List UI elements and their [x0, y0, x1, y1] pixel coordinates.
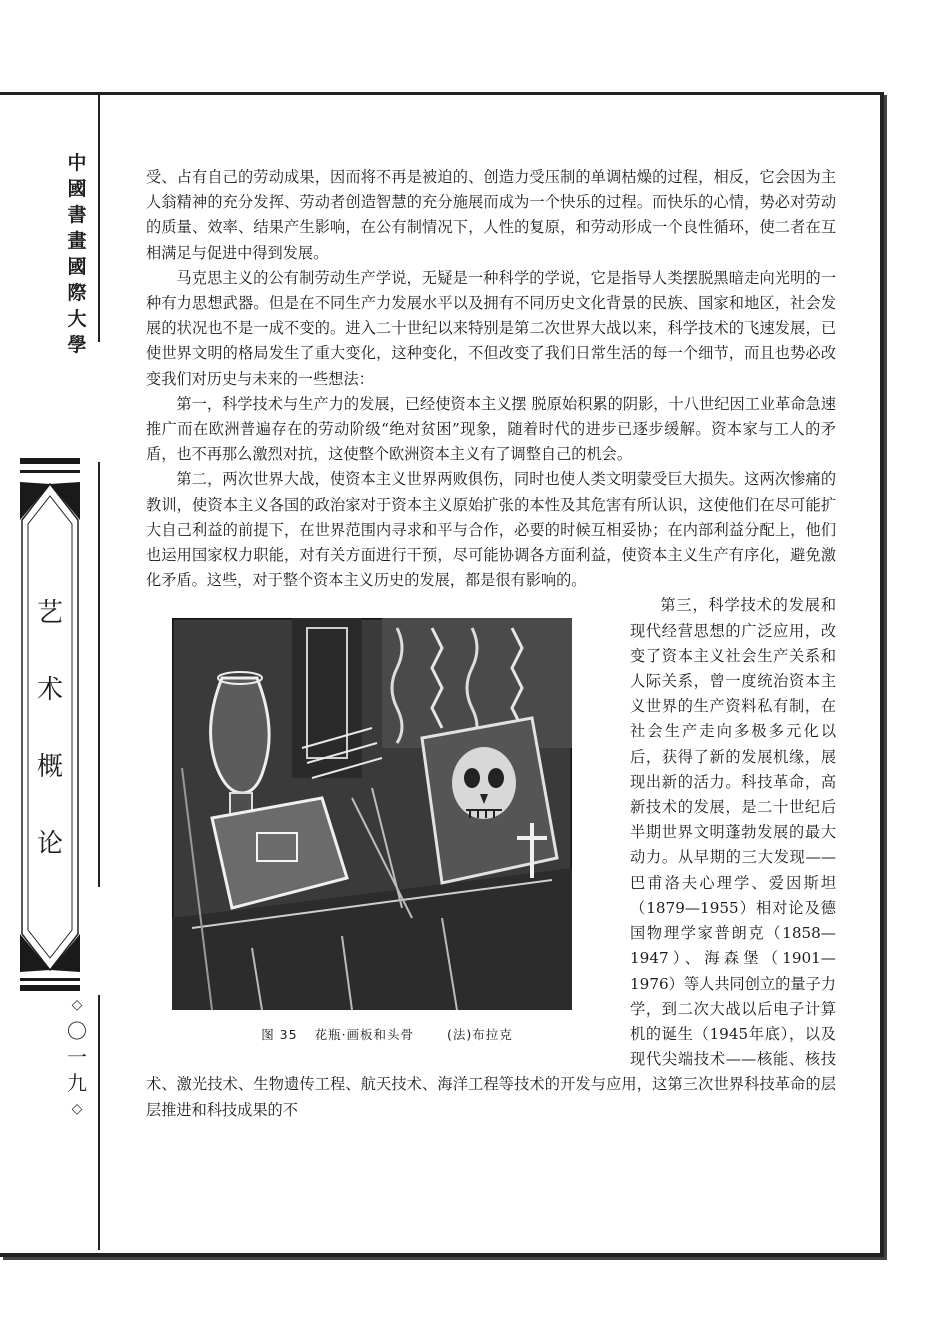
ornament-bar	[20, 978, 80, 981]
page-number-char: 九	[67, 1071, 87, 1095]
figure	[172, 618, 602, 1047]
sidebar-rule	[98, 92, 100, 1250]
sidebar-rule-gap	[96, 342, 104, 462]
ornament-bar	[20, 985, 80, 991]
ornament-bar	[20, 470, 80, 473]
univ-char: 書	[67, 204, 87, 226]
caption-artist: (法)布拉克	[447, 1027, 513, 1043]
paragraph: 第三，科学技术的发展和现代经营思想的广泛应用，改变了资本主义社会生产关系和人际关系，曾一度统治资本主义世界的生产资料私有制，在社会生产走向多极多元化以后，获得了新的发展机缘，展现出新的活力。科技革命，高新技术的发展，是二十世纪后半期世界文明蓬勃发展的最大动力。从早期的三大发现——巴甫洛夫心理学、爱因斯坦（1879—1955）相对论及德国物理学家普朗克（1858—1947）、海森堡（1901—1976）等人共同创立的量子力学，到二次大战以后电子计算机的诞生（1945年底），以及现代尖端技术——核能、核技术、激光技术、生物遗传工程、航天技术、海洋工程等技术的开发与应用，这第三次世界科技革命的层层推进和科技成果的不	[146, 596, 836, 1119]
painting-image	[172, 618, 572, 1010]
ornament-bar	[20, 458, 80, 464]
univ-char: 大	[67, 308, 87, 330]
paragraph: 受、占有自己的劳动成果，因而将不再是被迫的、创造力受压制的单调枯燥的过程，相反，它会因为主人翁精神的充分发挥、劳动者创造智慧的充分施展而成为一个快乐的过程。而快乐的心情，势必对劳动的质量、效率、结果产生影响，在公有制情况下，人性的复原，和劳动形成一个良性循环，使二者在互相满足与促进中得到发展。	[146, 168, 836, 262]
univ-char: 畫	[67, 230, 87, 252]
body-text	[146, 165, 836, 1123]
book-title-char: 艺	[36, 598, 63, 628]
paragraph: 马克思主义的公有制劳动生产学说，无疑是一种科学的学说，它是指导人类摆脱黑暗走向光明的一种有力思想武器。但是在不同生产力发展水平以及拥有不同历史文化背景的民族、国家和地区，社会发展的状况也不是一成不变的。进入二十世纪以来特别是第二次世界大战以来，科学技术的飞速发展，已使世界文明的格局发生了重大变化，这种变化，不但改变了我们日常生活的每一个细节，而且也势必改变我们对历史与未来的一些想法：	[146, 268, 836, 388]
book-title-char: 论	[36, 829, 63, 859]
caption-number: 图 35	[261, 1027, 298, 1043]
univ-char: 國	[67, 178, 87, 200]
paragraph: 第二，两次世界大战，使资本主义世界两败俱伤，同时也使人类文明蒙受巨大损失。这两次惨痛的教训，使资本主义各国的政治家对于资本主义原始扩张的本性及其危害有所认识，这使他们在尽可能扩大自己利益的前提下，在世界范围内寻求和平与合作，必要的时候互相妥协；在内部利益分配上，他们也运用国家权力职能，对有关方面进行干预，尽可能协调各方面利益，使资本主义生产有序化，避免激化矛盾。这些，对于整个资本主义历史的发展，都是很有影响的。	[146, 470, 836, 590]
caption-title: 花瓶·画板和头骨	[314, 1027, 415, 1043]
book-title-char: 概	[36, 752, 63, 782]
sidebar	[0, 92, 102, 1250]
univ-char: 學	[67, 334, 87, 356]
univ-char: 際	[67, 282, 87, 304]
university-name	[60, 150, 94, 358]
page-number	[60, 992, 94, 1122]
page-number-char: 一	[67, 1045, 87, 1069]
book-title-char: 术	[36, 675, 63, 705]
univ-char: 國	[67, 256, 87, 278]
book-title	[20, 502, 80, 950]
page-number-char: 〇	[67, 1019, 87, 1043]
univ-char: 中	[67, 152, 87, 174]
paragraph: 第一，科学技术与生产力的发展，已经使资本主义摆 脱原始积累的阴影，十八世纪因工业革命急速推广而在欧洲普遍存在的劳动阶级“绝对贫困”现象，随着时代的进步已逐步缓解。资本家与工人的矛盾，也不再那么激烈对抗，这使整个欧洲资本主义有了调整自己的机会。	[146, 394, 836, 464]
figure-caption	[172, 1022, 602, 1047]
sidebar-rule-gap	[96, 887, 104, 995]
diamond-icon: ◇	[71, 997, 83, 1013]
diamond-icon: ◇	[71, 1101, 83, 1117]
